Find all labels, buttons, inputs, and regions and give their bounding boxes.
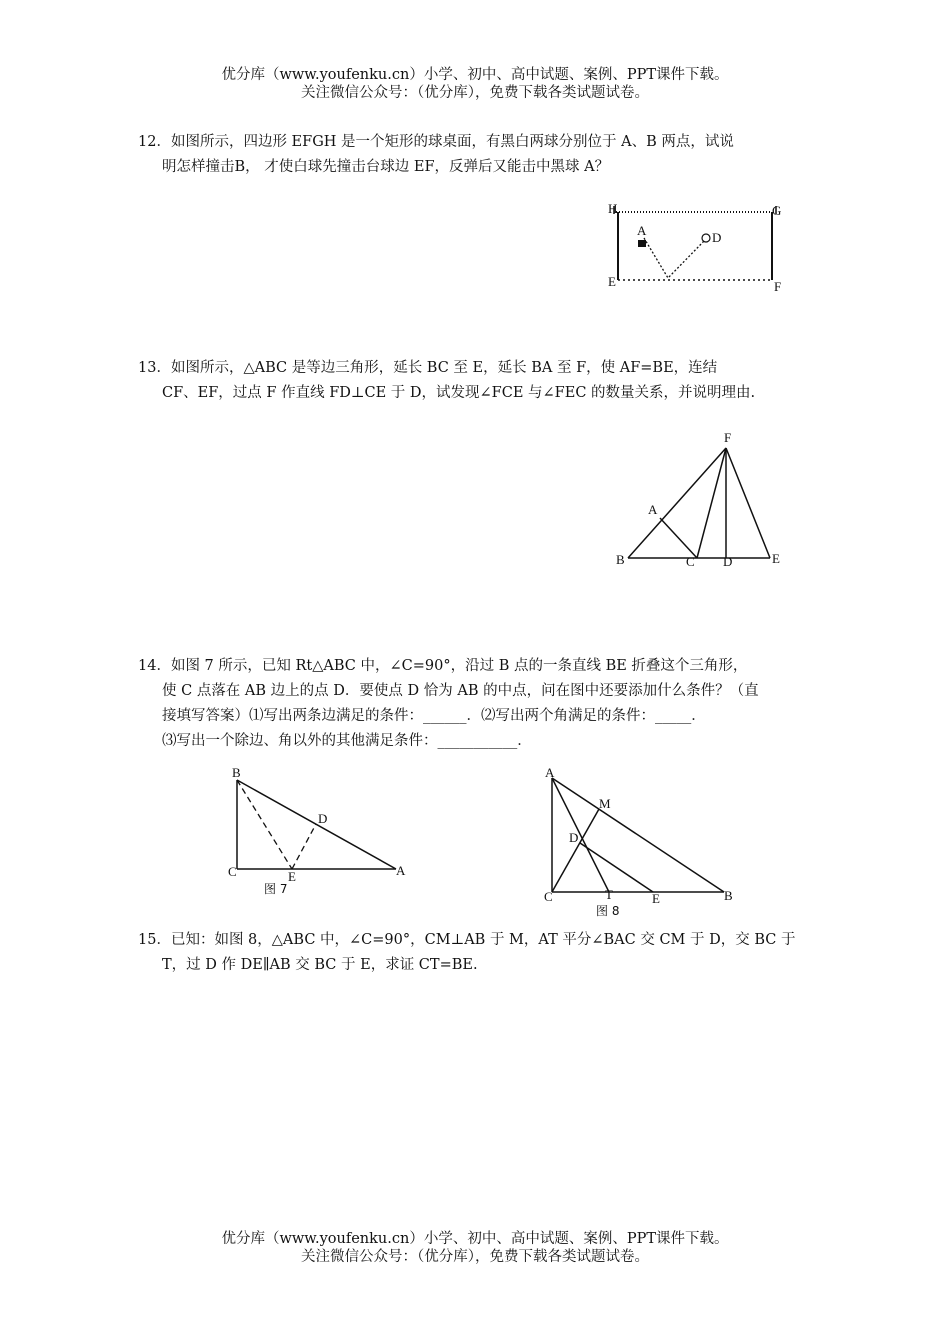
label-a: A — [545, 765, 555, 780]
question-12-line-1: 12．如图所示，四边形 EFGH 是一个矩形的球桌面，有黑白两球分别位于 A、B 两点，试说 — [138, 134, 734, 150]
label-b: B — [232, 765, 241, 780]
question-15 — [138, 928, 818, 978]
label-m: M — [599, 796, 611, 811]
footer-line-2: 关注微信公众号：（优分库），免费下载各类试题试卷。 — [301, 1249, 649, 1265]
figure-8 — [535, 762, 755, 922]
label-b: B — [616, 552, 625, 567]
black-ball-a — [638, 240, 646, 247]
label-a: A — [396, 863, 406, 878]
header-line-2: 关注微信公众号：（优分库），免费下载各类试题试卷。 — [301, 85, 649, 101]
figure-7 — [220, 765, 420, 900]
question-13 — [138, 356, 818, 406]
segment-de — [580, 843, 653, 892]
question-14-line-2: 使 C 点落在 AB 边上的点 D．要使点 D 恰为 AB 的中点，问在图中还要添加什么条件？（直 — [162, 683, 759, 699]
label-e: E — [772, 551, 780, 566]
label-f: F — [774, 279, 782, 294]
label-c: C — [544, 889, 553, 904]
figure-7-caption: 图 7 — [264, 882, 288, 896]
header-line-1: 优分库（www.youfenku.cn）小学、初中、高中试题、案例、PPT课件下载。 — [221, 67, 729, 83]
label-g: G — [772, 203, 782, 218]
label-d: D — [723, 554, 733, 569]
label-c: C — [686, 554, 695, 569]
question-12-line-2: 明怎样撞击B， 才使白球先撞击台球边 EF，反弹后又能击中黑球 A？ — [162, 159, 610, 175]
question-14-line-4: ⑶写出一个除边、角以外的其他满足条件：___________． — [162, 733, 532, 749]
billiard-table-figure — [600, 198, 820, 298]
page-header — [0, 66, 950, 102]
line-ac — [660, 518, 697, 558]
label-a: A — [637, 223, 647, 238]
label-t: T — [605, 887, 613, 902]
line-fe — [726, 448, 770, 558]
label-d: D — [318, 811, 328, 826]
label-d: D — [569, 830, 579, 845]
footer-line-1: 优分库（www.youfenku.cn）小学、初中、高中试题、案例、PPT课件下载。 — [221, 1231, 729, 1247]
side-ba — [237, 780, 396, 869]
label-c: C — [228, 864, 237, 879]
label-e: E — [652, 891, 660, 906]
label-d: D — [712, 230, 722, 245]
question-13-line-1: 13．如图所示，△ABC 是等边三角形，延长 BC 至 E，延长 BA 至 F，使 AF=BE，连结 — [138, 360, 718, 376]
question-14-line-3: 接填写答案）⑴写出两条边满足的条件：______．⑵写出两个角满足的条件：_____． — [162, 708, 706, 724]
reflection-path — [644, 238, 705, 278]
label-e: E — [608, 274, 616, 289]
label-a: A — [648, 502, 658, 517]
question-14 — [138, 654, 818, 754]
label-f: F — [724, 430, 732, 445]
white-ball — [702, 234, 710, 242]
question-15-line-2: T，过 D 作 DE∥AB 交 BC 于 E，求证 CT=BE. — [162, 957, 478, 973]
question-14-line-1: 14．如图 7 所示，已知 Rt△ABC 中，∠C=90°，沿过 B 点的一条直线 BE 折叠这个三角形， — [138, 658, 748, 674]
label-h: H — [608, 201, 618, 216]
equilateral-triangle-figure — [600, 425, 800, 575]
segment-ed — [292, 824, 316, 869]
figure-8-caption: 图 8 — [596, 904, 620, 918]
fold-line-be — [237, 780, 292, 869]
page-footer — [0, 1230, 950, 1266]
label-e: E — [288, 869, 296, 884]
question-15-line-1: 15．已知：如图 8，△ABC 中，∠C=90°，CM⊥AB 于 M，AT 平分∠BAC 交 CM 于 D，交 BC 于 — [138, 932, 796, 948]
label-b: B — [724, 888, 733, 903]
question-13-line-2: CF、EF，过点 F 作直线 FD⊥CE 于 D，试发现∠FCE 与∠FEC 的数量关系，并说明理由. — [162, 385, 756, 401]
question-12 — [138, 130, 818, 180]
